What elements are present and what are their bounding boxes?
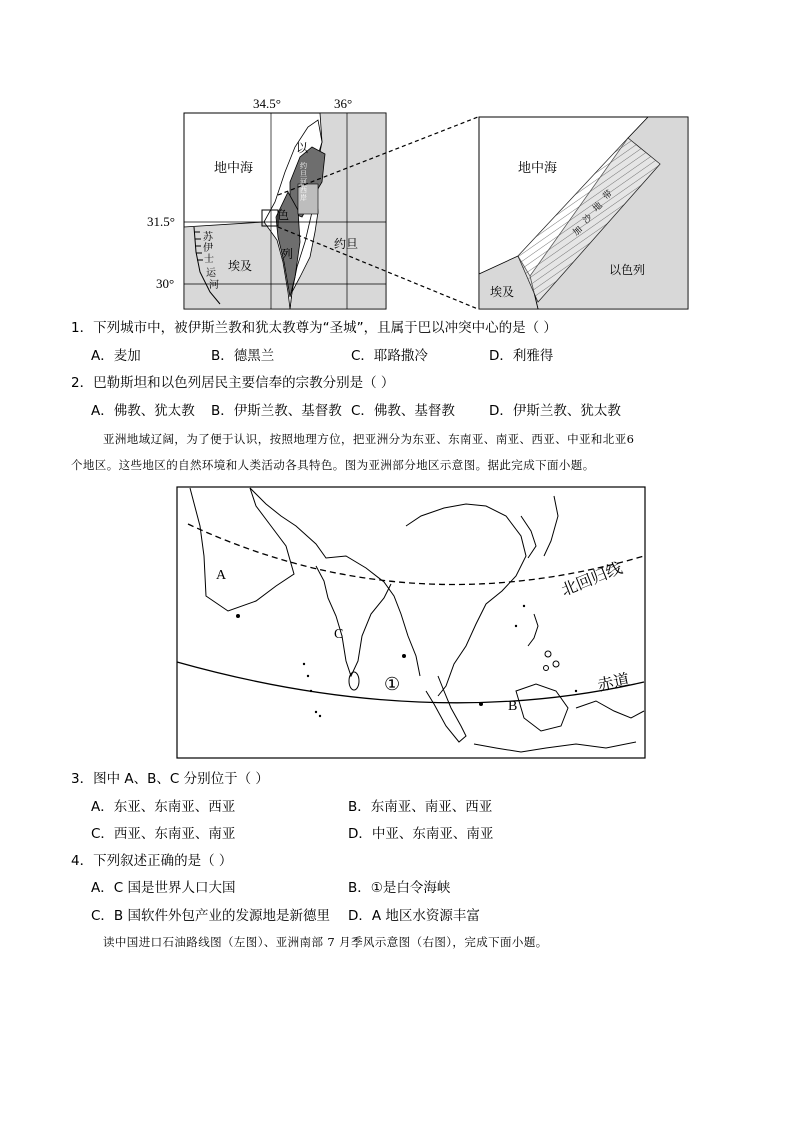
q4-option-d[interactable]: D．A 地区水资源丰富 [348,908,480,924]
israel-char-3: 列 [281,247,294,261]
israel-char-1: 以 [296,141,309,155]
westbank-char-2: 旦 [300,170,307,178]
gaza-char-4: 带 [601,188,615,203]
inset-egypt-label: 埃及 [490,285,515,299]
region-label-a: A [216,568,227,583]
gaza-inset-map [478,116,690,311]
lat-label-30: 30° [156,276,175,291]
q4-stem: 4．下列叙述正确的是（ ） [71,853,233,869]
q3-option-b[interactable]: B．东南亚、南亚、西亚 [348,799,493,815]
region-label-b: B [508,699,518,714]
connector-bottom [278,227,478,309]
inset-sea-label: 地中海 [518,161,558,176]
canal-char-5: 河 [209,280,219,291]
lon-label-345: 34.5° [253,96,281,111]
q2-option-c[interactable]: C．佛教、基督教 [351,403,455,419]
q2-option-d[interactable]: D．伊斯兰教、犹太教 [489,403,621,419]
q3-option-d[interactable]: D．中亚、东南亚、南亚 [348,826,494,842]
westbank-char-5: 岸 [300,194,307,202]
canal-char-2: 伊 [203,243,213,254]
q4-option-a[interactable]: A．C 国是世界人口大国 [91,880,236,896]
q2-option-a[interactable]: A．佛教、犹太教 [91,403,195,419]
canal-char-3: 士 [204,254,214,265]
asia-map-frame [177,487,645,758]
egypt-label: 埃及 [228,259,253,273]
canal-char-1: 苏 [203,232,213,243]
q1-option-d[interactable]: D．利雅得 [489,348,554,364]
jordan-label: 约旦 [334,237,359,251]
lon-label-36: 36° [334,96,353,111]
westbank-char-1: 约 [300,162,307,170]
q1-stem: 1．下列城市中，被伊斯兰教和犹太教尊为“圣城”，且属于巴以冲突中心的是（ ） [71,320,557,336]
passage1-line2: 个地区。这些地区的自然环境和人类活动各具特色。图为亚洲部分地区示意图。据此完成下面小题。 [71,458,595,472]
gaza-char-3: 地 [591,200,605,215]
q1-option-b[interactable]: B．德黑兰 [211,348,275,364]
westbank-char-3: 河 [300,178,307,186]
q4-option-c[interactable]: C．B 国软件外包产业的发源地是新德里 [91,908,330,924]
gaza-char-1: 加 [571,224,585,239]
passage1-line1: 亚洲地域辽阔，为了便于认识，按照地理方位，把亚洲分为东亚、东南亚、南亚、西亚、中亚和北亚6 [103,432,635,446]
lat-label-315: 31.5° [147,214,175,229]
q4-option-b[interactable]: B．①是白令海峡 [348,880,451,896]
tropic-label: 北回归线 [558,558,625,600]
q1-option-a[interactable]: A．麦加 [91,348,141,364]
connector-lines [270,115,482,315]
q3-option-a[interactable]: A．东亚、东南亚、西亚 [91,799,236,815]
passage2: 读中国进口石油路线图（左图）、亚洲南部 7 月季风示意图（右图），完成下面小题。 [103,935,548,949]
q2-option-b[interactable]: B．伊斯兰教、基督教 [211,403,342,419]
gaza-char-2: 沙 [581,212,595,227]
region-label-c: C [334,627,344,642]
q3-option-c[interactable]: C．西亚、东南亚、南亚 [91,826,236,842]
q1-option-c[interactable]: C．耶路撒冷 [351,348,428,364]
sea-label: 地中海 [214,161,254,176]
israel-char-2: 色 [277,208,290,222]
q3-stem: 3．图中 A、B、C 分别位于（ ） [71,771,269,787]
connector-top [278,117,478,195]
inset-israel-label: 以色列 [609,263,646,277]
marker-1: ① [384,674,401,694]
asia-map [176,486,646,760]
q2-stem: 2．巴勒斯坦和以色列居民主要信奉的宗教分别是（ ） [71,375,395,391]
canal-char-4: 运 [206,268,216,279]
westbank-char-4: 西 [300,186,307,194]
equator-label: 赤道 [595,669,632,695]
